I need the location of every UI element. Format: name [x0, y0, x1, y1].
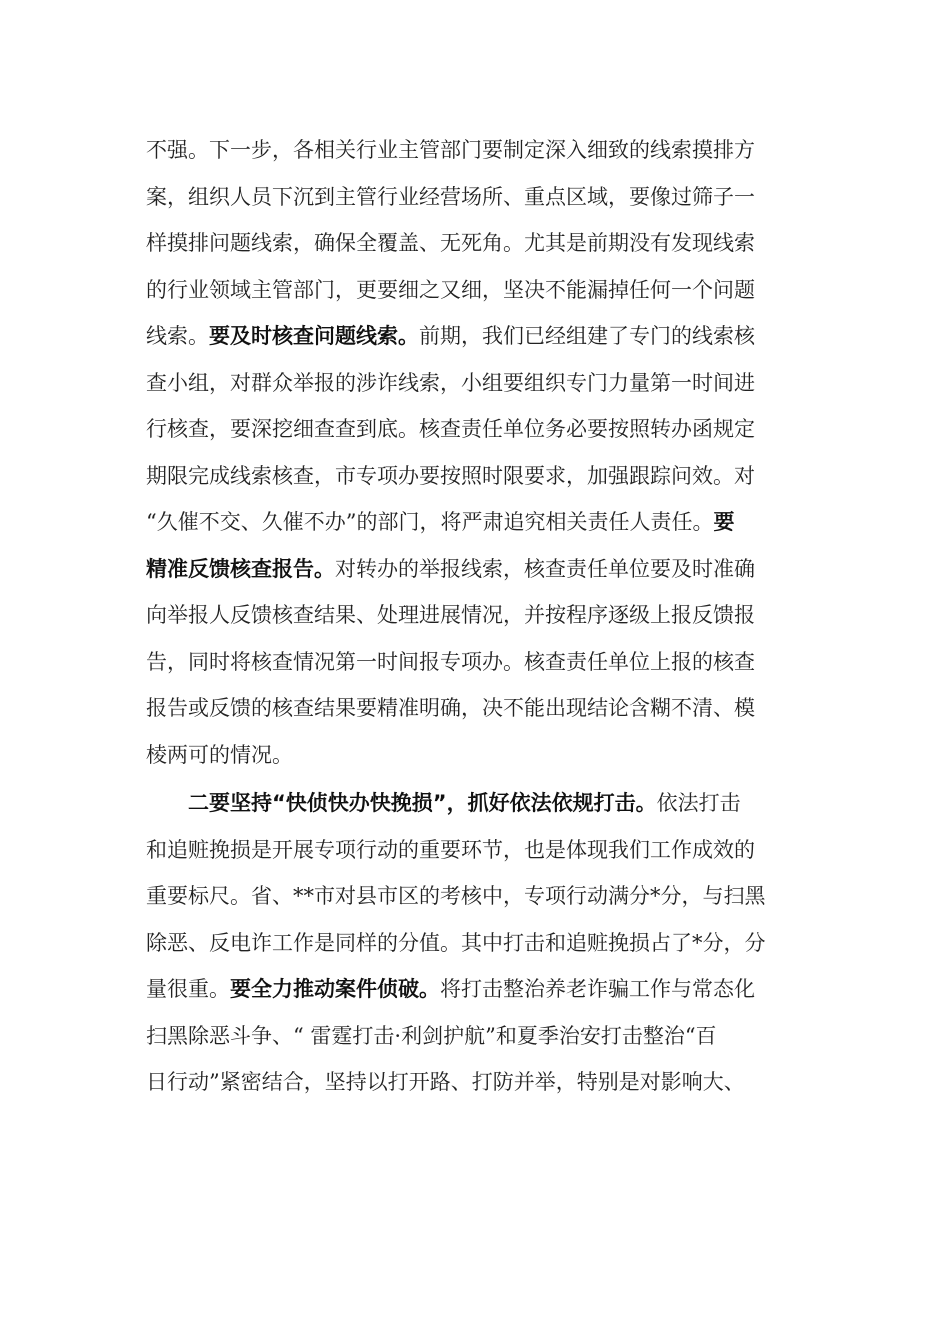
text-line-15: 二要坚持“快侦快办快挽损”，抓好依法依规打击。依法打击: [146, 784, 806, 831]
text-line-1: 不强。下一步，各相关行业主管部门要制定深入细致的线索摸排方: [146, 138, 755, 162]
bold-heading: 精准反馈核查报告。: [146, 556, 335, 581]
document-body: [146, 131, 806, 1110]
section-heading: 二要坚持“快侦快办快挽损”，抓好依法依规打击。: [188, 791, 657, 815]
text-line-6: 查小组，对群众举报的涉诈线索，小组要组织专门力量第一时间进: [146, 370, 755, 395]
text-line-13: 报告或反馈的核查结果要精准明确，决不能出现结论含糊不清、模: [146, 696, 755, 720]
text-line-9: “久催不交、久催不办”的部门，将严肃追究相关责任人责任。要: [146, 503, 806, 550]
text-line-7: 行核查，要深挖细查查到底。核查责任单位务必要按照转办函规定: [146, 417, 755, 441]
text-line-8: 期限完成线索核查，市专项办要按照时限要求，加强跟踪问效。对: [146, 463, 755, 488]
bold-heading: 要及时核查问题线索。: [209, 324, 419, 348]
text-line-3: 样摸排问题线索，确保全覆盖、无死角。尤其是前期没有发现线索: [146, 231, 755, 255]
text-line-20: 扫黑除恶斗争、“ 雷霆打击·利剑护航”和夏季治安打击整治“百: [146, 1023, 717, 1048]
text-line-18: 除恶、反电诈工作是同样的分值。其中打击和追赃挽损占了*分，分: [146, 930, 766, 955]
text-line-19: 量很重。要全力推动案件侦破。将打击整治养老诈骗工作与常态化: [146, 970, 806, 1017]
bold-heading: 要全力推动案件侦破。: [230, 977, 440, 1001]
text-line-16: 和追赃挽损是开展专项行动的重要环节，也是体现我们工作成效的: [146, 837, 755, 862]
text-line-2: 案，组织人员下沉到主管行业经营场所、重点区域，要像过筛子一: [146, 184, 755, 209]
text-line-21: 日行动”紧密结合，坚持以打开路、打防并举，特别是对影响大、: [146, 1070, 745, 1094]
text-line-14: 棱两可的情况。: [146, 742, 293, 767]
text-line-10: 精准反馈核查报告。对转办的举报线索，核查责任单位要及时准确: [146, 550, 806, 597]
text-line-11: 向举报人反馈核查结果、处理进展情况，并按程序逐级上报反馈报: [146, 603, 755, 627]
text-line-4: 的行业领域主管部门，更要细之又细，坚决不能漏掉任何一个问题: [146, 277, 755, 302]
text-line-5: 线索。要及时核查问题线索。前期，我们已经组建了专门的线索核: [146, 317, 806, 364]
bold-heading: 要: [713, 510, 735, 534]
text-line-12: 告，同时将核查情况第一时间报专项办。核查责任单位上报的核查: [146, 649, 755, 674]
text-line-17: 重要标尺。省、**市对县市区的考核中，专项行动满分*分，与扫黑: [146, 884, 766, 908]
